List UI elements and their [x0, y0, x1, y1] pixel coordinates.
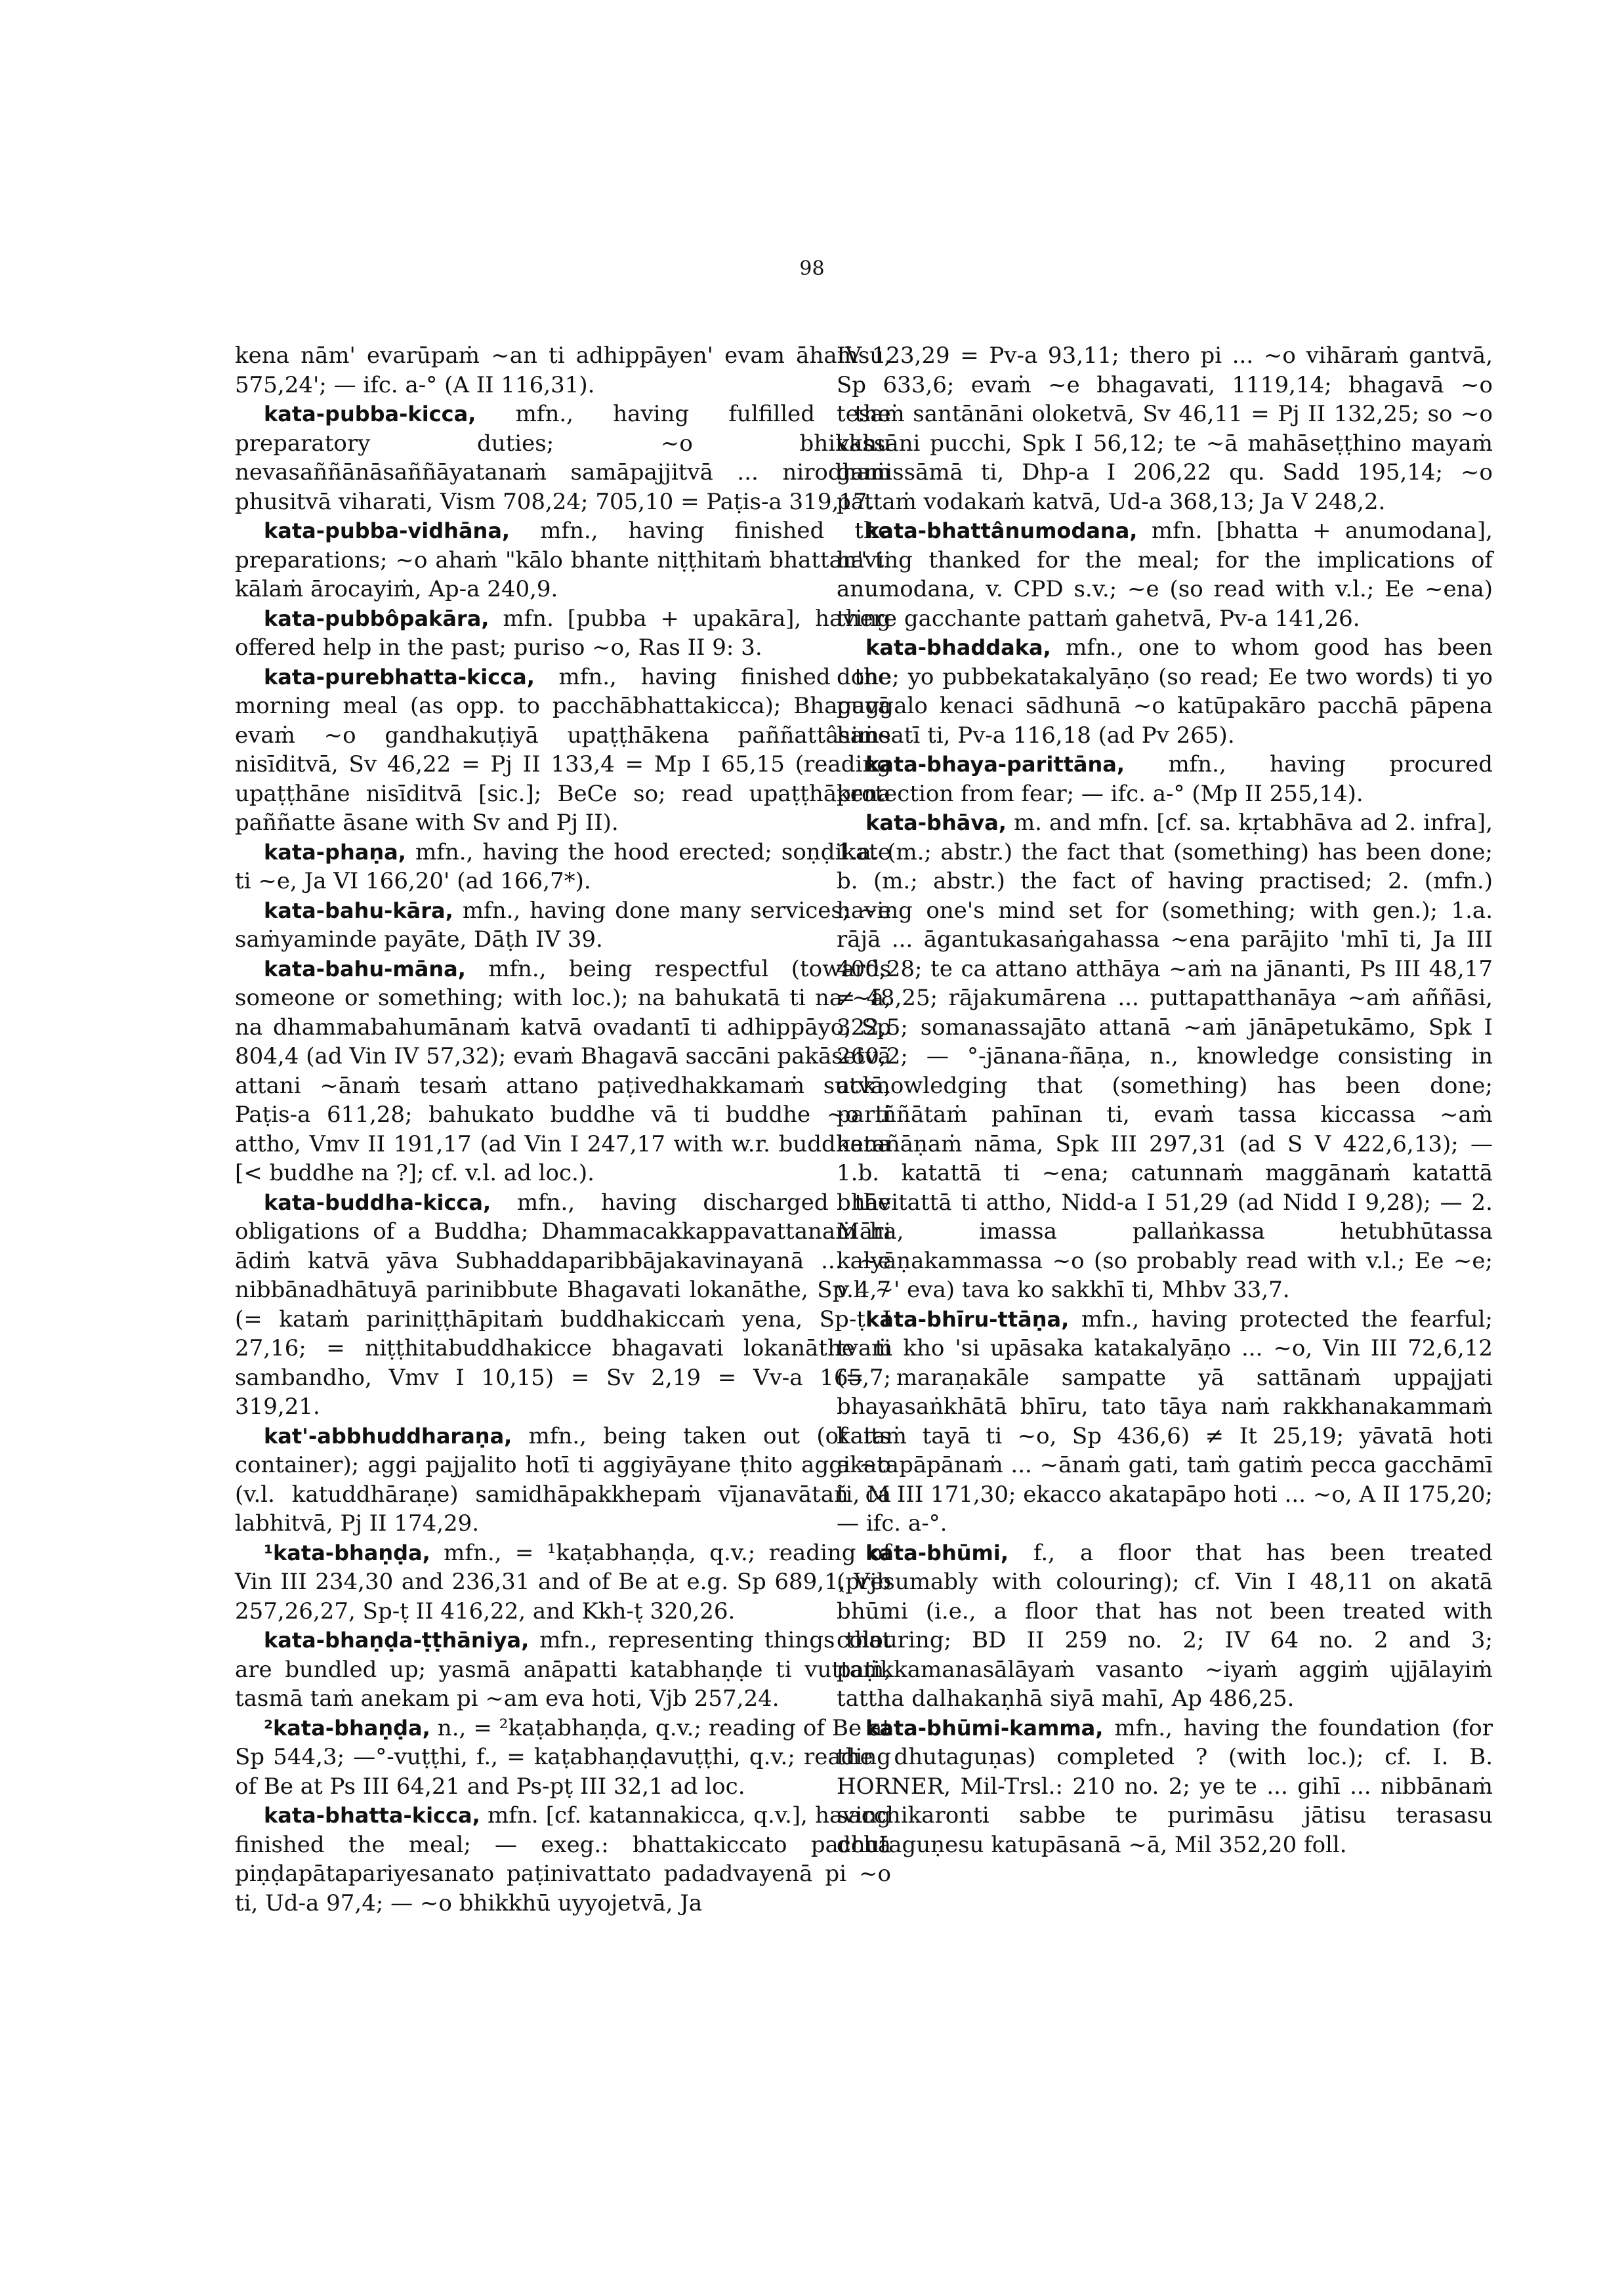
- entry-headword: kata-pubba-kicca,: [264, 402, 476, 426]
- entry-headword: kata-pubbôpakāra,: [264, 606, 489, 631]
- entry-text: mfn., having finished the morning meal (as opp. to pacchābhattakicca); Bhagavā evaṁ ~o gandhakuṭiyā upaṭṭhākena paññattâsane nisīditvā, Sv 46,22 = Pj II 133,4 = Mp I 65,15 (reading upaṭṭhāne nisīditvā [sic.]; BeCe so; read upaṭṭhākena paññatte āsane with Sv and Pj II).: [235, 663, 891, 836]
- dictionary-entry: [235, 955, 891, 1188]
- entry-text: kena nām' evarūpaṁ ~an ti adhippāyen' evam āhaṁsu, 575,24'; — ifc. a-° (A II 116,31).: [235, 342, 891, 398]
- dictionary-entry: [235, 341, 891, 400]
- entry-text: IV 123,29 = Pv-a 93,11; thero pi ... ~o vihāraṁ gantvā, Sp 633,6; evaṁ ~e bhagavati, 1119,14; bhagavā ~o tesaṁ santānāni oloketvā, Sv 46,11 = Pj II 132,25; so ~o vassāni pucchi, Spk I 56,12; te ~ā mahāseṭṭhino mayaṁ gamissāmā ti, Dhp-a I 206,22 qu. Sadd 195,14; ~o pattaṁ vodakaṁ katvā, Ud-a 368,13; Ja V 248,2.: [837, 342, 1493, 515]
- dictionary-entry: [837, 1305, 1493, 1539]
- entry-headword: ²kata-bhaṇḍa,: [264, 1715, 430, 1741]
- entry-headword: kata-bhaddaka,: [865, 635, 1051, 660]
- right-column: [837, 341, 1493, 1859]
- entry-text: mfn., = ¹kaṭabhaṇḍa, q.v.; reading of Vin III 234,30 and 236,31 and of Be at e.g. Sp 689,1, Vjb 257,26,27, Sp-ṭ II 416,22, and Kkh-ṭ 320,26.: [235, 1539, 892, 1624]
- entry-text: mfn., having procured protection from fear; — ifc. a-° (Mp II 255,14).: [837, 751, 1493, 807]
- entry-headword: kata-bhaṇḍa-ṭṭhāniya,: [264, 1628, 530, 1653]
- entry-headword: kata-buddha-kicca,: [264, 1189, 491, 1215]
- page-number: 98: [799, 257, 825, 280]
- entry-headword: kata-bhāva,: [865, 810, 1007, 835]
- dictionary-entry: [235, 1714, 891, 1802]
- dictionary-entry: [235, 1422, 891, 1539]
- dictionary-entry: [235, 604, 891, 663]
- entry-headword: kata-bhīru-ttāṇa,: [865, 1306, 1070, 1332]
- entry-headword: ¹kata-bhaṇḍa,: [264, 1540, 430, 1565]
- entry-headword: kat'-abbhuddharaṇa,: [264, 1423, 512, 1449]
- entry-text: mfn., having discharged the obligations of a Buddha; Dhammacakkappavattanaṁ hi ādiṁ katvā yāva Subhaddaparibbājakavinayanā ... ~e nibbānadhātuyā parinibbute Bhagavati lokanāthe, Sp 4,7 (= kataṁ pariniṭṭhāpitaṁ buddhakiccaṁ yena, Sp-ṭ I 27,16; = niṭṭhitabuddhakicce bhagavati lokanāthe ti sambandho, Vmv I 10,15) = Sv 2,19 = Vv-a 165,7; 319,21.: [235, 1189, 891, 1420]
- dictionary-entry: [837, 341, 1493, 516]
- entry-text: mfn., having protected the fearful; tvaṁ kho 'si upāsaka katakalyāṇo ... ~o, Vin III 72,6,12 (= maraṇakāle sampatte yā sattānaṁ uppajjati bhayasaṅkhātā bhīru, tato tāya naṁ rakkhanakammaṁ kataṁ tayā ti ~o, Sp 436,6) ≠ It 25,19; yāvatā hoti akatapāpānaṁ ... ~ānaṁ gati, taṁ gatiṁ pecca gacchāmī ti, M III 171,30; ekacco akatapāpo hoti ... ~o, A II 175,20; — ifc. a-°.: [837, 1306, 1493, 1537]
- dictionary-entry: [235, 838, 891, 896]
- entry-text: mfn. [cf. katannakicca, q.v.], having finished the meal; — exeg.: bhattakiccato pacchā piṇḍapātapariyesanato paṭinivattato padadvayenā pi ~o ti, Ud-a 97,4; — ~o bhikkhū uyyojetvā, Ja: [235, 1802, 892, 1916]
- entry-headword: kata-phaṇa,: [264, 839, 406, 865]
- entry-text: m. and mfn. [cf. sa. kṛtabhāva ad 2. infra], 1.a. (m.; abstr.) the fact that (something) has been done; b. (m.; abstr.) the fact of having practised; 2. (mfn.) having one's mind set for (something; with gen.); 1.a. rājā ... āgantukasaṅgahassa ~ena parājito 'mhī ti, Ja III 400,28; te ca attano atthāya ~aṁ na jānanti, Ps III 48,17 ≠ 48,25; rājakumārena ... puttapatthanāya ~aṁ aññāsi, 322,5; somanassajāto attanā ~aṁ jānāpetukāmo, Spk I 260,2; — °-jānana-ñāṇa, n., knowledge consisting in acknowledging that (something) has been done; pariññātaṁ pahīnan ti, evaṁ tassa kiccassa ~aṁ katañāṇaṁ nāma, Spk III 297,31 (ad S V 422,6,13); — 1.b. katattā ti ~ena; catunnaṁ maggānaṁ katattā bhāvitattā ti attho, Nidd-a I 51,29 (ad Nidd I 9,28); — 2. Māra, imassa pallaṅkassa hetubhūtassa kalyāṇakammassa ~o (so probably read with v.l.; Ee ~e; v.l. ~' eva) tava ko sakkhī ti, Mhbv 33,7.: [837, 810, 1493, 1303]
- dictionary-entry: [837, 808, 1493, 1305]
- dictionary-entry: [837, 1539, 1493, 1714]
- entry-text: mfn., having finished the preparations; ~o ahaṁ "kālo bhante niṭṭhitaṁ bhattan" ti kālaṁ ārocayiṁ, Ap-a 240,9.: [235, 518, 891, 602]
- entry-text: mfn., representing things that are bundled up; yasmā anāpatti katabhaṇḍe ti vuttaṁ, tasmā taṁ anekam pi ~am eva hoti, Vjb 257,24.: [235, 1627, 891, 1712]
- entry-text: mfn. [pubba + upakāra], having offered help in the past; puriso ~o, Ras II 9: 3.: [235, 605, 891, 661]
- entry-text: n., = ²kaṭabhaṇḍa, q.v.; reading of Be at Sp 544,3; —°-vuṭṭhi, f., = kaṭabhaṇḍavuṭṭhi, q.v.; reading of Be at Ps III 64,21 and Ps-pṭ III 32,1 ad loc.: [235, 1714, 892, 1800]
- entry-headword: kata-bhattânumodana,: [865, 518, 1138, 543]
- dictionary-entry: [235, 1188, 891, 1422]
- entry-text: mfn., being taken out (of its container); aggi pajjalito hotī ti aggiyāyane ṭhito aggi ~o (v.l. katuddhāraṇe) samidhāpakkhepaṁ vījanavātañ ca labhitvā, Pj II 174,29.: [235, 1422, 891, 1537]
- dictionary-entry: [837, 516, 1493, 633]
- dictionary-entry: [235, 663, 891, 838]
- dictionary-entry: [837, 1714, 1493, 1860]
- entry-headword: kata-purebhatta-kicca,: [264, 664, 535, 690]
- entry-text: f., a floor that has been treated (presumably with colouring); cf. Vin I 48,11 on akatā bhūmi (i.e., a floor that has not been treated with colouring; BD II 259 no. 2; IV 64 no. 2 and 3; paṭikkamanasālāyaṁ vasanto ~iyaṁ aggiṁ ujjālayiṁ tattha dalhakaṇhā siyā mahī, Ap 486,25.: [837, 1539, 1493, 1712]
- entry-text: mfn., having done many services; ~e saṁyaminde payāte, Dāṭh IV 39.: [235, 897, 891, 953]
- dictionary-entry: [235, 896, 891, 955]
- dictionary-entry: [235, 1539, 891, 1626]
- entry-headword: kata-bhaya-parittāna,: [865, 752, 1125, 777]
- entry-headword: kata-bahu-kāra,: [264, 898, 453, 923]
- dictionary-entry: [837, 750, 1493, 808]
- left-column: [235, 341, 891, 1918]
- entry-headword: kata-bhūmi-kamma,: [865, 1715, 1104, 1741]
- dictionary-entry: [837, 633, 1493, 750]
- entry-text: mfn., one to whom good has been done; yo pubbekatakalyāṇo (so read; Ee two words) ti yo puggalo kenaci sādhunā ~o katūpakāro pacchā pāpena hiṁsatī ti, Pv-a 116,18 (ad Pv 265).: [837, 634, 1493, 749]
- entry-text: mfn. [bhatta + anumodana], having thanked for the meal; for the implications of anumodana, v. CPD s.v.; ~e (so read with v.l.; Ee ~ena) there gacchante pattaṁ gahetvā, Pv-a 141,26.: [837, 518, 1493, 632]
- dictionary-entry: [235, 400, 891, 516]
- entry-headword: kata-bhatta-kicca,: [264, 1803, 480, 1828]
- entry-text: mfn., being respectful (towards someone or something; with loc.); na bahukatā ti na ~ā, na dhammabahumānaṁ katvā ovadantī ti adhippāyo, Sp 804,4 (ad Vin IV 57,32); evaṁ Bhagavā saccāni pakāsetvā attani ~ānaṁ tesaṁ attano paṭivedhakkamaṁ sutvā, Paṭis-a 611,28; bahukato buddhe vā ti buddhe ~o ti attho, Vmv II 191,17 (ad Vin I 247,17 with w.r. buddhena [< buddhe na ?]; cf. v.l. ad loc.).: [235, 955, 891, 1186]
- dictionary-entry: [235, 1801, 891, 1918]
- entry-headword: kata-bahu-māna,: [264, 956, 466, 982]
- entry-headword: kata-pubba-vidhāna,: [264, 518, 510, 543]
- entry-text: mfn., having fulfilled the preparatory duties; ~o bhikkhu nevasaññānāsaññāyatanaṁ samāpajjitvā ... nirodhaṁ phusitvā viharati, Vism 708,24; 705,10 = Paṭis-a 319,17.: [235, 401, 891, 515]
- entry-text: mfn., having the foundation (for the dhutaguṇas) completed ? (with loc.); cf. I. B. HORNER, Mil-Trsl.: 210 no. 2; ye te ... gihī ... nibbānaṁ sacchikaronti sabbe te purimāsu jātisu terasasu dhutaguṇesu katupāsanā ~ā, Mil 352,20 foll.: [837, 1714, 1493, 1858]
- entry-text: mfn., having the hood erected; soṇḍikate ti ~e, Ja VI 166,20' (ad 166,7*).: [235, 838, 891, 894]
- entry-headword: kata-bhūmi,: [865, 1540, 1009, 1565]
- dictionary-entry: [235, 1626, 891, 1714]
- dictionary-entry: [235, 516, 891, 604]
